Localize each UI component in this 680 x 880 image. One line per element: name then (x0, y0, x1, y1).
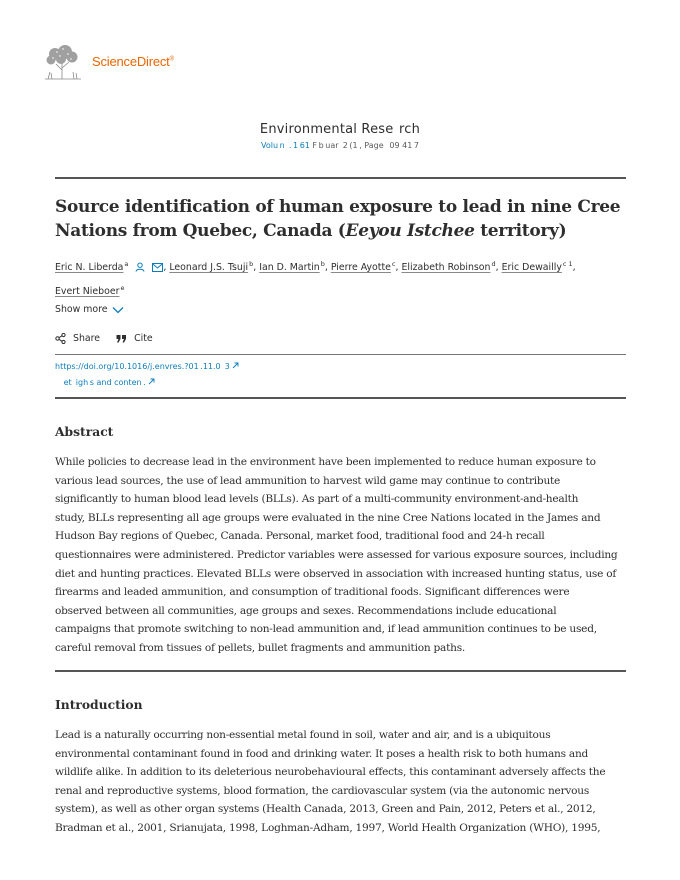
author[interactable]: Ian D. Martin$^b$ (259, 260, 325, 273)
site-header (43, 44, 174, 80)
divider (55, 397, 626, 399)
journal-info (0, 122, 680, 150)
share-icon (55, 333, 66, 344)
divider (55, 670, 626, 672)
text-line: system), as well as other organ systems (Health Canada, 2013, Green and Pain, 2012, Peters et al., 2012, (55, 803, 596, 816)
sciencedirect-brand[interactable]: ScienceDirect® (92, 53, 174, 69)
author[interactable]: Leonard J.S. Tsuji$^b$ (169, 260, 254, 273)
text-line: renal and reproductive systems, blood formation, the cardiovascular system (via the autonomic nervous (55, 784, 590, 797)
text-line: firearms and leaded ammunition, and consumption of traditional foods. Significant differences were (55, 586, 570, 599)
text-line: While policies to decrease lead in the environment have been implemented to reduce human exposure to (55, 456, 596, 468)
show-more-button[interactable]: Show more (55, 304, 124, 315)
text-line: diet and hunting practices. Elevated BLLs were observed in association with increased hunting status, use of (55, 567, 617, 580)
journal-volume: Volu n . 1 61 F b uar 2 (1 , Page 09 41 7 (261, 141, 419, 150)
divider (55, 177, 626, 179)
text-line: questionnaires were administered. Predictor variables were assessed for various exposure sources, including (55, 548, 618, 561)
person-icon[interactable] (135, 261, 145, 279)
introduction-heading: Introduction (55, 697, 143, 712)
text-line: campaigns that promote switching to non-lead ammunition and, if lead ammunition continues to be used, (55, 623, 597, 636)
elsevier-tree-logo[interactable] (43, 44, 83, 80)
author[interactable]: Eric N. Liberda$^a$ (55, 260, 129, 273)
cite-button[interactable]: Cite (116, 333, 153, 344)
text-line: various lead sources, the use of lead ammunition to harvest wild game may continue to contribute (55, 474, 561, 487)
text-line: wildlife alike. In addition to its deleterious neurobehavioural effects, this contaminant adversely affects the (55, 766, 606, 779)
author[interactable]: Elizabeth Robinson$^d$ (401, 260, 496, 273)
quote-icon (116, 334, 127, 343)
share-button[interactable]: Share (55, 333, 100, 344)
text-line: Hudson Bay regions of Quebec, Canada. Personal, market food, traditional food and 24-h recall (55, 530, 545, 543)
external-link-icon (232, 362, 239, 369)
text-line: Bradman et al., 2001, Srianujata, 1998, Loghman-Adham, 1997, World Health Organization (WHO), 1995, (55, 821, 601, 834)
abstract-text (55, 453, 633, 658)
text-line: Lead is a naturally occurring non-essential metal found in soil, water and air, and is a ubiquitous (55, 729, 551, 741)
abstract-heading: Abstract (55, 424, 114, 439)
text-line: environmental contaminant found in food and drinking water. It poses a health risk to both humans and (55, 747, 589, 760)
author-list: Eric N. Liberda$^a$ , Leonard J.S. Tsuji$^b$, Ian D. Martin$^b$, Pierre Ayotte$^c$, Elizabeth Robinson$^d$, Eric Dewailly$^{c 1}$, Evert Nieboer$^e$ (55, 260, 576, 297)
text-line: study, BLLs representing all age groups were evaluated in the nine Cree Nations located in the James and (55, 511, 601, 524)
text-line: careful removal from tissues of pellets, bullet fragments and ammunition paths. (55, 641, 466, 654)
author[interactable]: Evert Nieboer$^e$ (55, 284, 125, 297)
rights-link[interactable]: et igh s and conten . (62, 378, 155, 387)
introduction-text (55, 726, 633, 838)
journal-name[interactable]: Environmental Rese rch (259, 122, 421, 137)
external-link-icon (148, 378, 155, 385)
article-actions (55, 333, 169, 344)
author[interactable]: Pierre Ayotte$^c$ (330, 260, 396, 273)
divider (55, 354, 626, 355)
article-title: Source identification of human exposure to lead in nine Cree Nations from Quebec, Canada (Eeyou Istchee territory) (55, 197, 621, 241)
email-icon[interactable] (152, 261, 163, 279)
author[interactable]: Eric Dewailly$^{c 1}$ (501, 260, 573, 273)
text-line: significantly to human blood lead levels (BLLs). As part of a multi-community environment-and-health (55, 493, 579, 506)
volume-link[interactable]: Volu n . 1 61 (261, 141, 310, 150)
chevron-down-icon (112, 306, 124, 314)
text-line: observed between all communities, age groups and sexes. Recommendations include educational (55, 604, 557, 617)
doi-link[interactable]: https://doi.org/10.1016/j.envres.?01 .11.0 3 (55, 362, 239, 371)
